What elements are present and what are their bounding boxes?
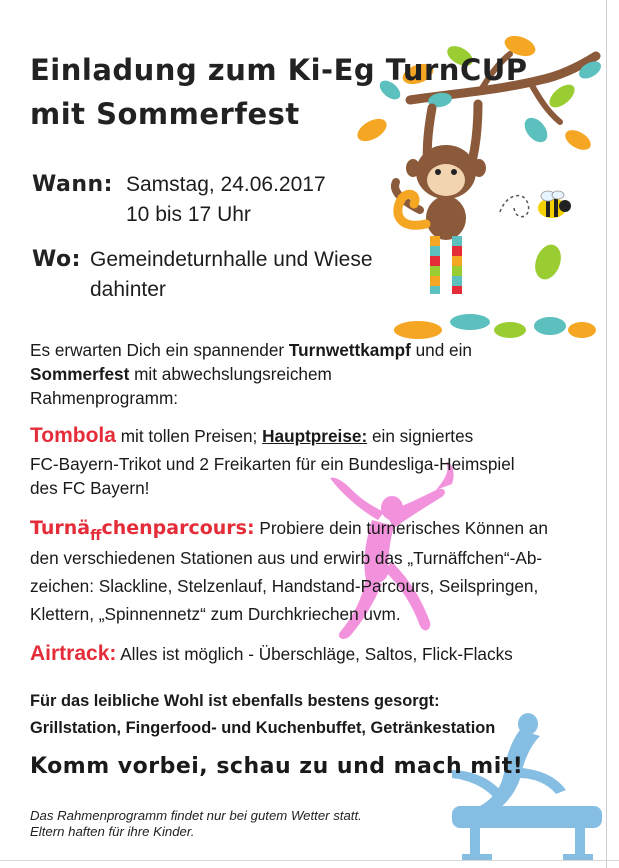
event-date: Samstag, 24.06.2017 [126, 173, 326, 196]
page-edge [606, 0, 607, 868]
hauptpreise-label: Hauptpreise: [262, 426, 368, 446]
airtrack-heading: Airtrack: [30, 642, 117, 665]
event-time: 10 bis 17 Uhr [126, 203, 251, 226]
food-section: Für das leibliche Wohl ist ebenfalls bestens gesorgt: Grillstation, Fingerfood- und Kuchenbuffet, Getränkestation [30, 692, 496, 737]
monkey-legs [430, 236, 462, 294]
parcours-heading: Turnä$_{ff}$chenparcours: [30, 517, 255, 544]
tombola-section: Tombola mit tollen Preisen; Hauptpreise: ein signiertes FC-Bayern-Trikot und 2 Freikarten für ein Bundesliga-Heimspiel des FC Bayern! [30, 424, 515, 498]
page-bottom-edge [0, 860, 619, 861]
location-line-1: Gemeindeturnhalle und Wiese [90, 248, 373, 271]
closing-slogan: Komm vorbei, schau zu und mach mit! [30, 754, 524, 779]
footnote: Das Rahmenprogramm findet nur bei gutem Wetter statt. Eltern haften für ihre Kinder. [30, 808, 362, 839]
tombola-heading: Tombola [30, 424, 116, 447]
location-line-2: dahinter [90, 278, 166, 301]
parcours-section: Turnä$_{ff}$chenparcours: Probiere dein turnerisches Können an den verschiedenen Stationen aus und erwirb das „Turnäffchen“-Ab- zeichen: Slackline, Stelzenlauf, Handstand-Parcours, Seilspringen, Klettern, „Spinnennetz“ zum Durchkriechen uvm. [30, 517, 548, 624]
wo-label: Wo: [32, 247, 81, 272]
title-line-1: Einladung zum Ki-Eg TurnCUP [30, 53, 528, 87]
turnwettkampf-highlight: Turnwettkampf [288, 340, 411, 360]
intro-paragraph: Es erwarten Dich ein spannender Turnwettkampf und ein Sommerfest mit abwechslungsreichem Rahmenprogramm: [30, 340, 472, 408]
title-line-2: mit Sommerfest [30, 97, 300, 131]
bee-icon [500, 191, 571, 218]
page-title [30, 48, 590, 136]
airtrack-section: Airtrack: Alles ist möglich - Überschläge, Saltos, Flick-Flacks [30, 642, 513, 665]
wann-label: Wann: [32, 172, 113, 197]
sommerfest-highlight: Sommerfest [30, 364, 130, 384]
